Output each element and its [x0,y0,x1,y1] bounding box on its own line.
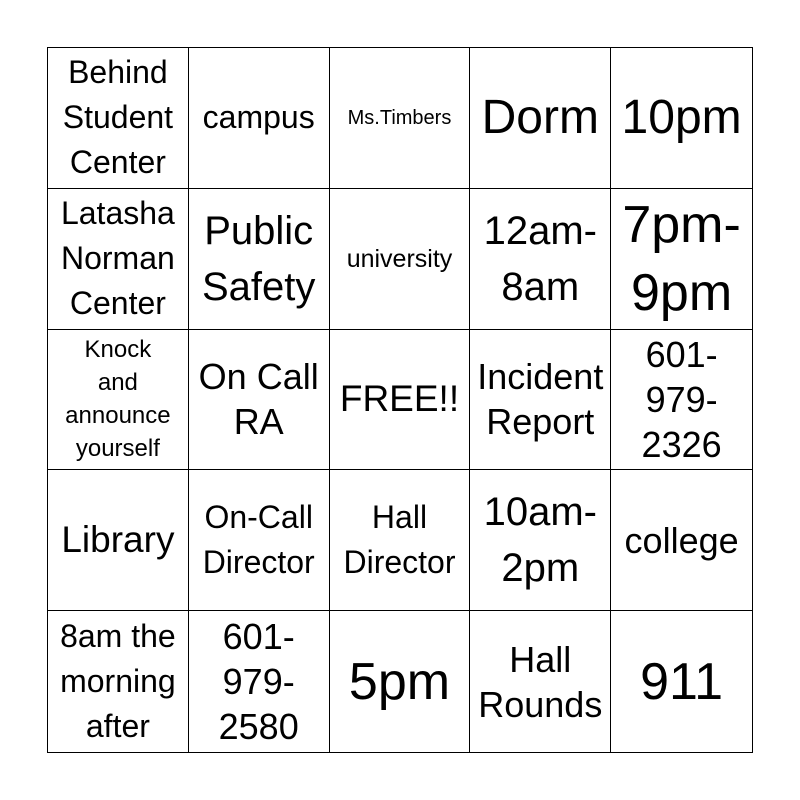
cell-text: Hall Director [343,499,456,581]
cell-text: Ms.Timbers [347,106,452,129]
cell-text: 10pm [621,90,742,144]
bingo-cell[interactable] [189,189,330,330]
bingo-cell[interactable] [48,470,189,611]
bingo-cell[interactable] [611,330,752,471]
cell-text: 7pm- 9pm [622,195,741,322]
cell-text: 601- 979- 2580 [218,616,299,748]
cell-text: 601- 979- 2326 [641,333,722,465]
bingo-cell[interactable] [189,330,330,471]
bingo-cell[interactable] [189,48,330,189]
cell-text: Incident Report [477,356,604,443]
bingo-cell[interactable] [470,611,611,752]
cell-text: Hall Rounds [478,638,603,725]
bingo-cell[interactable] [48,189,189,330]
bingo-cell[interactable] [330,48,471,189]
cell-text: Dorm [481,90,599,144]
cell-text: campus [202,99,315,136]
bingo-cell[interactable] [611,189,752,330]
cell-text: 8am the morning after [60,618,176,745]
bingo-cell[interactable] [48,611,189,752]
bingo-cell[interactable] [611,611,752,752]
bingo-cell[interactable] [330,330,471,471]
cell-text: Library [61,519,175,561]
bingo-cell[interactable] [330,189,471,330]
bingo-cell[interactable] [48,330,189,471]
cell-text: On Call RA [198,356,319,443]
bingo-cell[interactable] [470,48,611,189]
bingo-cell[interactable] [48,48,189,189]
bingo-cell[interactable] [470,330,611,471]
bingo-cell[interactable] [470,470,611,611]
cell-text: 5pm [348,652,451,711]
bingo-cell[interactable] [189,470,330,611]
cell-text: On-Call Director [202,499,315,581]
bingo-cell[interactable] [611,48,752,189]
bingo-cell[interactable] [470,189,611,330]
cell-text: 10am- 2pm [483,490,597,591]
bingo-board [47,47,753,753]
cell-text: Knock and announce yourself [65,336,171,463]
cell-text: 911 [640,652,724,711]
cell-text: Public Safety [201,208,316,309]
bingo-cell[interactable] [330,611,471,752]
bingo-cell[interactable] [189,611,330,752]
cell-text: college [624,519,739,561]
bingo-cell[interactable] [611,470,752,611]
cell-text: Latasha Norman Center [60,195,175,322]
cell-text: FREE!! [339,378,460,420]
bingo-cell[interactable] [330,470,471,611]
cell-text: university [346,244,453,273]
cell-text: 12am- 8am [483,208,597,309]
cell-text: Behind Student Center [62,54,174,181]
